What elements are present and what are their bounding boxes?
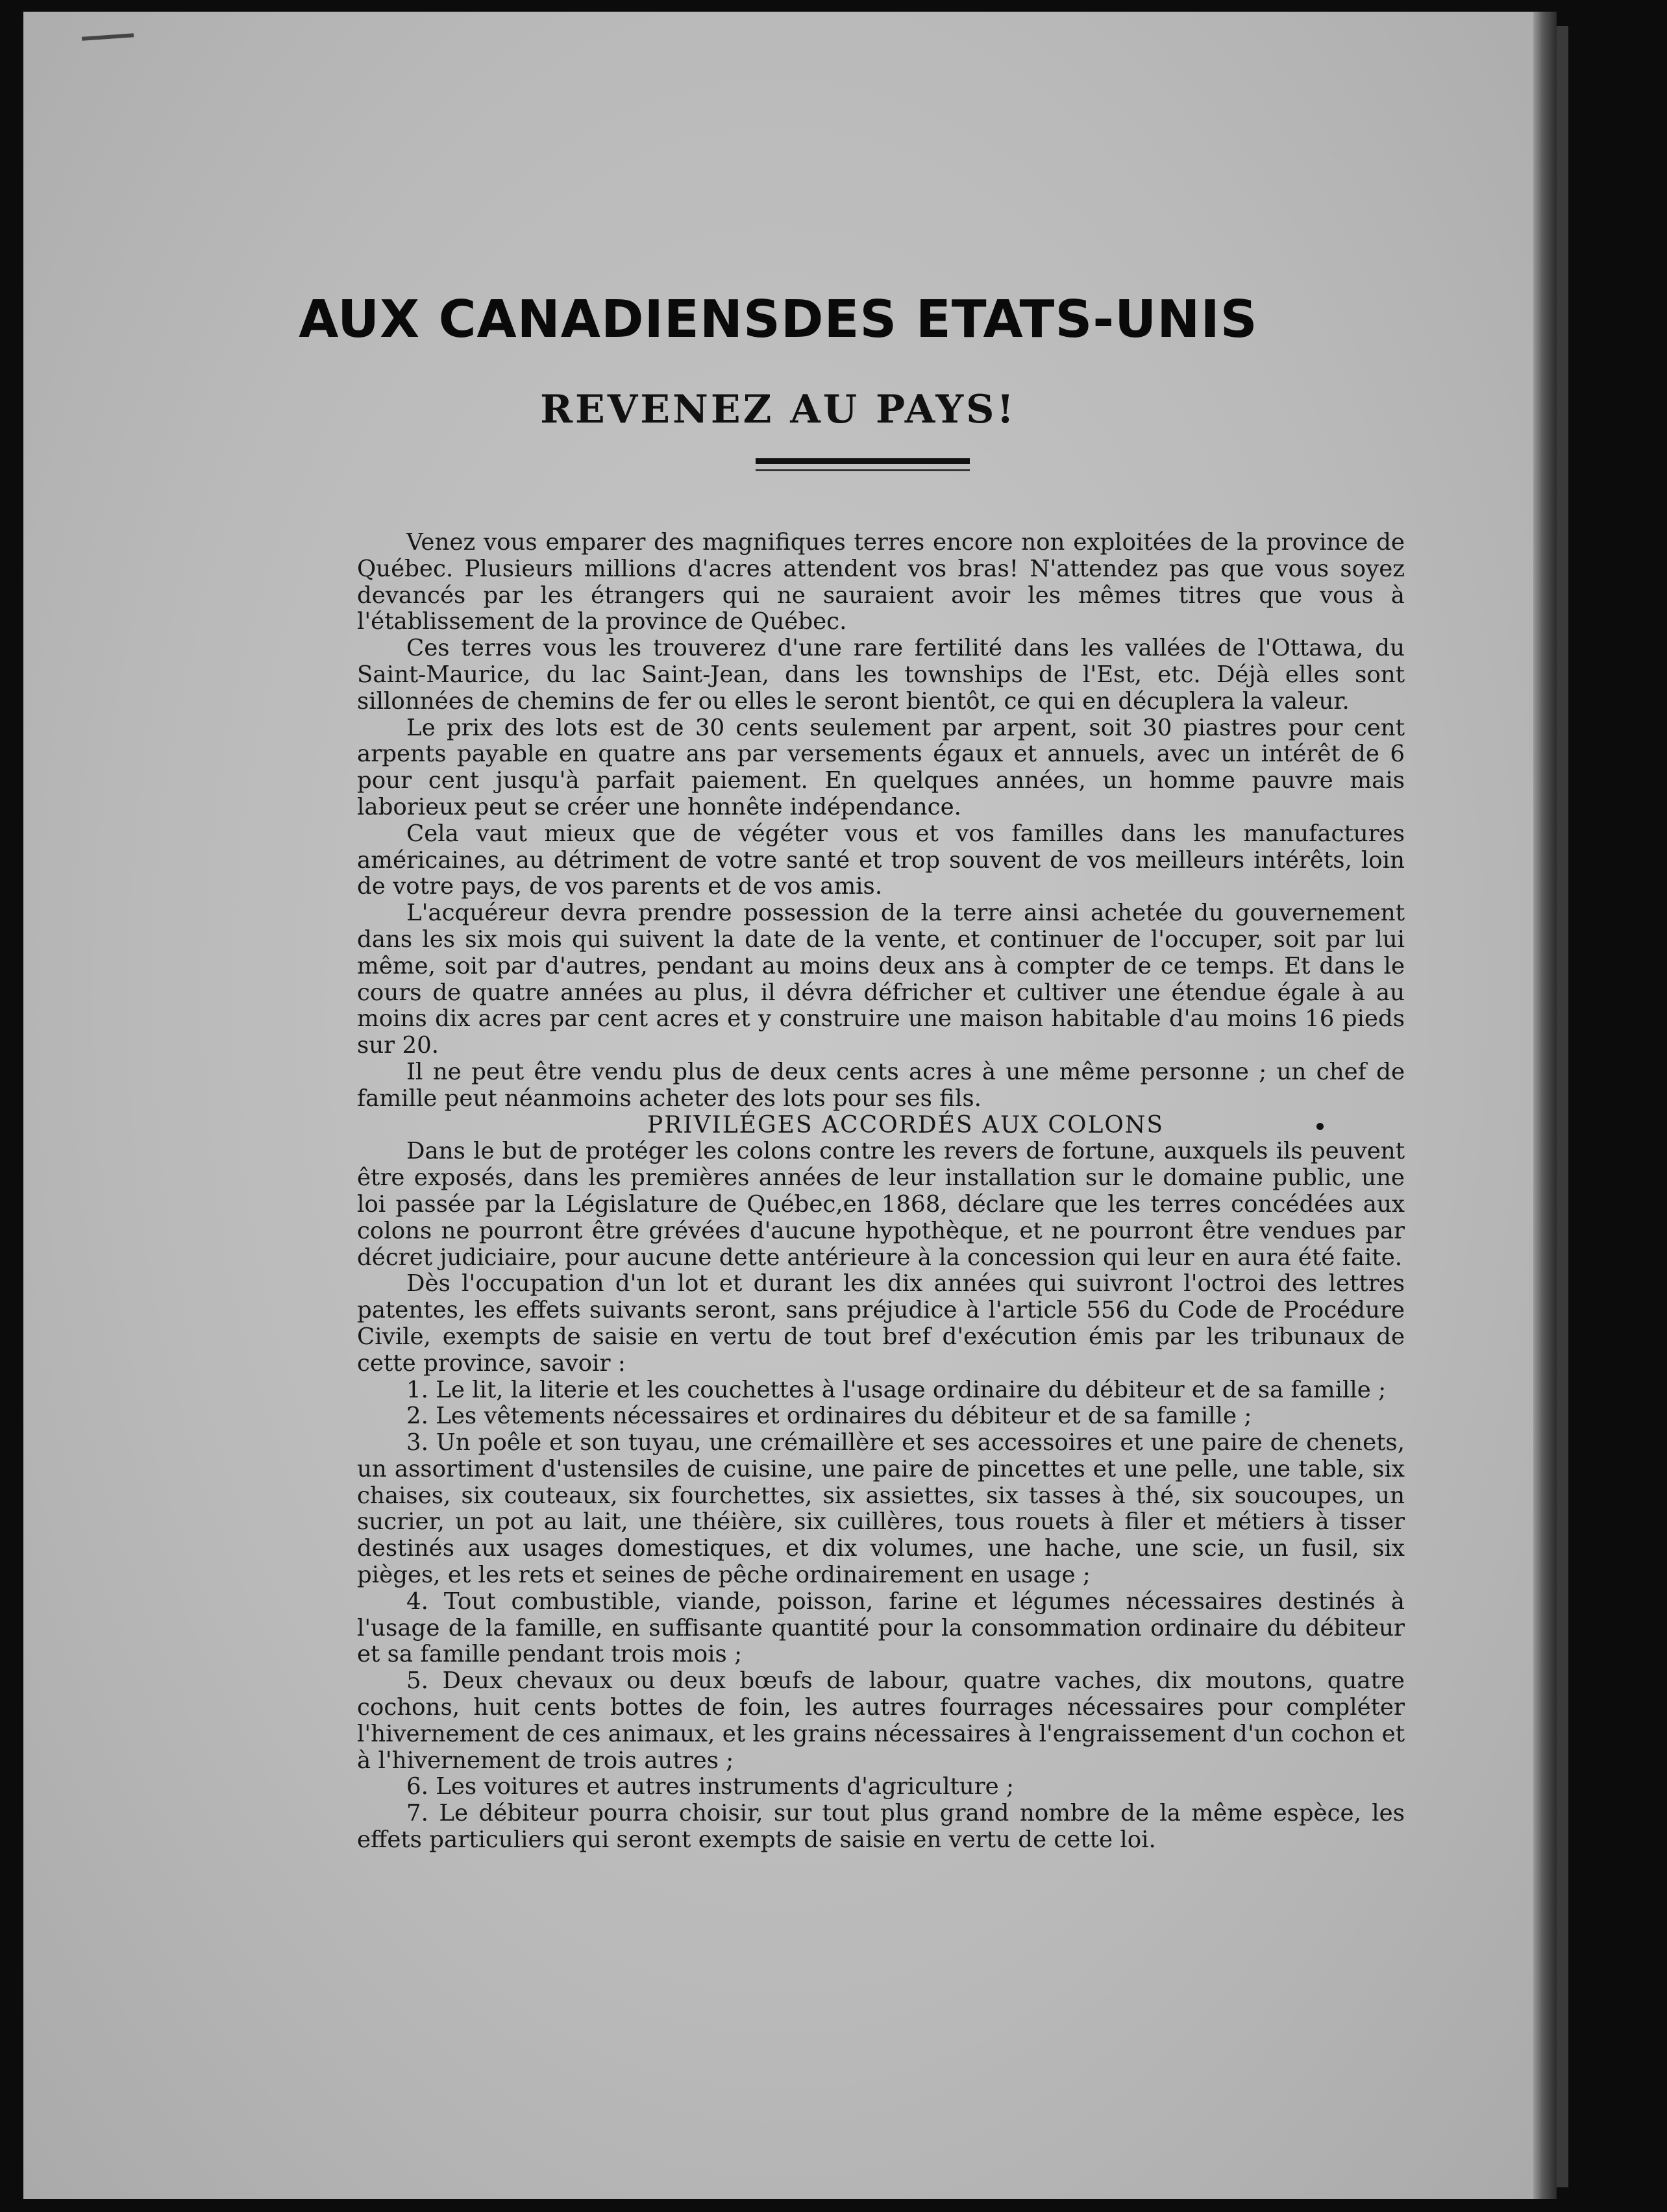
binding-edge [1557, 26, 1568, 2187]
page-edge [1533, 12, 1557, 2199]
list-item: 3. Un poêle et son tuyau, une crémaillère et ses accessoires et une paire de chenets, un assortiment d'ustensiles de cuisine, une paire de pincettes et une pelle, une table, six chaises, six couteaux, six fourchettes, six assiettes, six tasses à thé, six soucoupes, un sucrier, un pot au lait, une théière, six cuillères, tous rouets à filer et métiers à tisser destinés aux usages domestiques, et dix volumes, une hache, une scie, un fusil, six pièges, et les rets et seines de pêche ordinairement en usage ; [357, 1429, 1405, 1589]
body-text [357, 530, 1405, 1854]
paragraph: Cela vaut mieux que de végéter vous et vos familles dans les manufactures américaines, au détriment de votre santé et trop souvent de vos meilleurs intérêts, loin de votre pays, de vos parents et de vos amis. [357, 820, 1405, 900]
page-subtitle: REVENEZ AU PAYS! [540, 387, 1017, 432]
paragraph: Dans le but de protéger les colons contre les revers de fortune, auxquels ils peuvent être exposés, dans les premières années de leur installation sur le domaine public, une loi passée par la Législature de Québec,en 1868, déclare que les terres concédées aux colons ne pourront être grévées d'aucune hypothèque, et ne pourront être vendues par décret judiciaire, pour aucune dette antérieure à la concession qui leur en aura été faite. [357, 1138, 1405, 1271]
title-rule [756, 458, 970, 464]
list-item: 5. Deux chevaux ou deux bœufs de labour, quatre vaches, dix moutons, quatre cochons, huit cents bottes de foin, les autres fourrages nécessaires pour compléter l'hivernement de ces animaux, et les grains nécessaires à l'engraissement d'un cochon et à l'hivernement de trois autres ; [357, 1667, 1405, 1774]
paragraph: Le prix des lots est de 30 cents seulement par arpent, soit 30 piastres pour cent arpents payable en quatre ans par versements égaux et annuels, avec un intérêt de 6 pour cent jusqu'à parfait paiement. En quelques années, un homme pauvre mais laborieux peut se créer une honnête indépendance. [357, 714, 1405, 820]
page-title: AUX CANADIENSDES ETATS-UNIS [299, 289, 1258, 349]
paragraph: Venez vous emparer des magnifiques terres encore non exploitées de la province de Québec. Plusieurs millions d'acres attendent vos bras! N'attendez pas que vous soyez devancés par les étrangers qui ne sauraient avoir les mêmes titres que vous à l'établissement de la province de Québec. [357, 529, 1405, 635]
title-rule-thin [756, 469, 970, 471]
scan-mark [82, 33, 134, 41]
list-item: 2. Les vêtements nécessaires et ordinaires du débiteur et de sa famille ; [406, 1403, 1252, 1430]
list-item: 4. Tout combustible, viande, poisson, farine et légumes nécessaires destinés à l'usage de la famille, en suffisante quantité pour la consommation ordinaire du débiteur et sa famille pendant trois mois ; [357, 1588, 1405, 1668]
paragraph: Ces terres vous les trouverez d'une rare fertilité dans les vallées de l'Ottawa, du Saint-Maurice, du lac Saint-Jean, dans les townships de l'Est, etc. Déjà elles sont sillonnées de chemins de fer ou elles le seront bientôt, ce qui en décuplera la valeur. [357, 635, 1405, 715]
list-item: 1. Le lit, la literie et les couchettes à l'usage ordinaire du débiteur et de sa famille ; [406, 1376, 1387, 1403]
list-item: 7. Le débiteur pourra choisir, sur tout plus grand nombre de la même espèce, les effets particuliers qui seront exempts de saisie en vertu de cette loi. [357, 1800, 1405, 1854]
paragraph: Dès l'occupation d'un lot et durant les dix années qui suivront l'octroi des lettres patentes, les effets suivants seront, sans préjudice à l'article 556 du Code de Procédure Civile, exempts de saisie en vertu de tout bref d'exécution émis par les tribunaux de cette province, savoir : [357, 1270, 1405, 1377]
paragraph: Il ne peut être vendu plus de deux cents acres à une même personne ; un chef de famille peut néanmoins acheter des lots pour ses fils. [357, 1058, 1405, 1112]
section-heading: PRIVILÉGES ACCORDÉS AUX COLONS [647, 1111, 1165, 1138]
ink-dot [1316, 1123, 1324, 1130]
list-item: 6. Les voitures et autres instruments d'agriculture ; [406, 1773, 1015, 1800]
scanned-page [23, 12, 1533, 2199]
paragraph: L'acquéreur devra prendre possession de la terre ainsi achetée du gouvernement dans les six mois qui suivent la date de la vente, et continuer de l'occuper, soit par lui même, soit par d'autres, pendant au moins deux ans à compter de ce temps. Et dans le cours de quatre années au plus, il dévra défricher et cultiver une étendue égale à au moins dix acres par cent acres et y construire une maison habitable d'au moins 16 pieds sur 20. [357, 900, 1405, 1059]
